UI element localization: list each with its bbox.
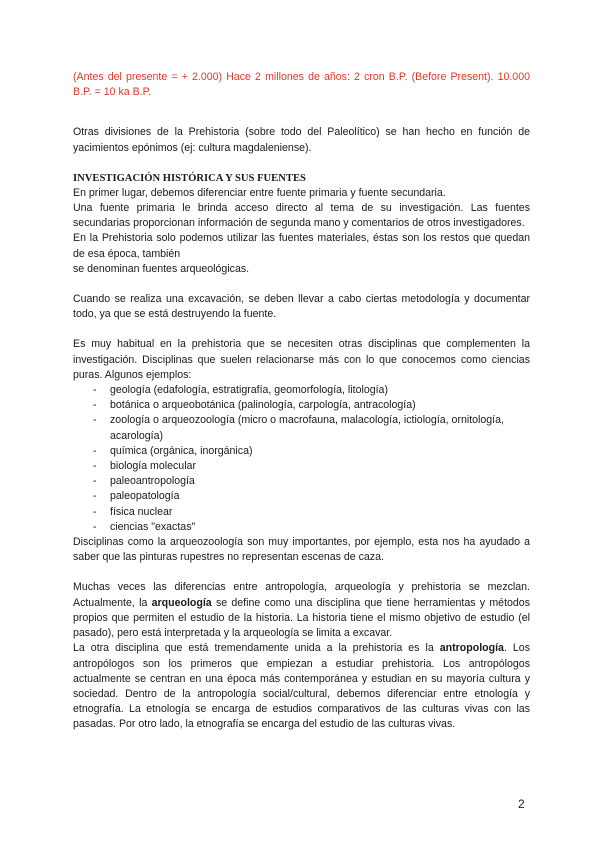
arqueologia-term: arqueología [151,596,212,609]
antropologia-paragraph [73,641,530,732]
prehistoria-paragraph-line1: En la Prehistoria solo podemos utilizar las fuentes materiales, éstas son los restos que quedan de esa época, también [73,232,530,260]
excavacion-paragraph: Cuando se realiza una excavación, se deben llevar a cabo ciertas metodología y documentar todo, ya que se está destruyendo la fuente. [73,293,530,321]
mezclan-text-1: Muchas veces las diferencias entre antropología, arqueología y prehistoria se mezclan. Actualmente, la [73,581,530,609]
disciplinas-paragraph: Es muy habitual en la prehistoria que se necesiten otras disciplinas que complementen la investigación. Disciplinas que suelen relacionarse más con lo que conocemos como ciencias puras. Algunos ejemplos: [73,338,530,381]
list-item: - biología molecular [73,459,530,474]
page-number: 2 [518,797,525,811]
divisiones-paragraph: Otras divisiones de la Prehistoria (sobre todo del Paleolítico) se han hecho en función de yacimientos epónimos (ej: cultura magdaleniense). [73,126,530,154]
mezclan-text-2: se define como una disciplina que tiene herramientas y métodos propios que permiten el estudio de la historia. La historia tiene el mismo objetivo de estudio (el pasado), pero está interpretada y la arqueología se limita a excavar. [73,596,530,640]
document-page [73,0,530,733]
antropologia-text-2: . Los antropólogos son los primeros que empiezan a estudiar prehistoria. Los antropólogos actualmente se centran en una época más contemporánea y estudian en su mayoría cultura y sociedad. Dentro de la antropología social/cultural, debemos diferenciar entre etnología y etnografía. La etnología se encarga de estudios comparativos de las culturas vivas con las pasadas. Por otro lado, la etnografía se encarga del estudio de las culturas vivas. [73,642,530,731]
primer-lugar-paragraph: En primer lugar, debemos diferenciar entre fuente primaria y fuente secundaria. [73,186,446,199]
list-item: - paleoantropología [73,474,530,489]
mezclan-paragraph [73,580,530,641]
section-heading: INVESTIGACIÓN HISTÓRICA Y SUS FUENTES [73,172,306,184]
list-item: - botánica o arqueobotánica (palinología, carpología, antracología) [73,398,530,413]
list-item: - paleopatología [73,489,530,504]
disciplines-list [73,383,530,535]
list-item: - física nuclear [73,505,530,520]
list-item: - química (orgánica, inorgánica) [73,444,530,459]
arqueozoologia-paragraph: Disciplinas como la arqueozoología son muy importantes, por ejemplo, esta nos ha ayudado a saber que las pinturas rupestres no representan escenas de caza. [73,536,530,564]
antropologia-term: antropología [439,642,504,655]
antropologia-text-1: La otra disciplina que está tremendamente unida a la prehistoria es la [73,642,440,655]
list-item: - zoología o arqueozoología (micro o macrofauna, malacología, ictiología, ornitología, acarología) [73,413,530,443]
prehistoria-paragraph-line2: se denominan fuentes arqueológicas. [73,262,250,275]
list-item: - ciencias "exactas" [73,520,530,535]
fuente-primaria-paragraph: Una fuente primaria le brinda acceso directo al tema de su investigación. Las fuentes secundarias proporcionan información de segunda mano y comentarios de otros investigadores. [73,202,530,230]
list-item: - geología (edafología, estratigrafía, geomorfología, litología) [73,383,530,398]
intro-red-paragraph: (Antes del presente = + 2.000) Hace 2 millones de años: 2 cron B.P. (Before Present). 10.000 B.P. = 10 ka B.P. [73,71,530,99]
